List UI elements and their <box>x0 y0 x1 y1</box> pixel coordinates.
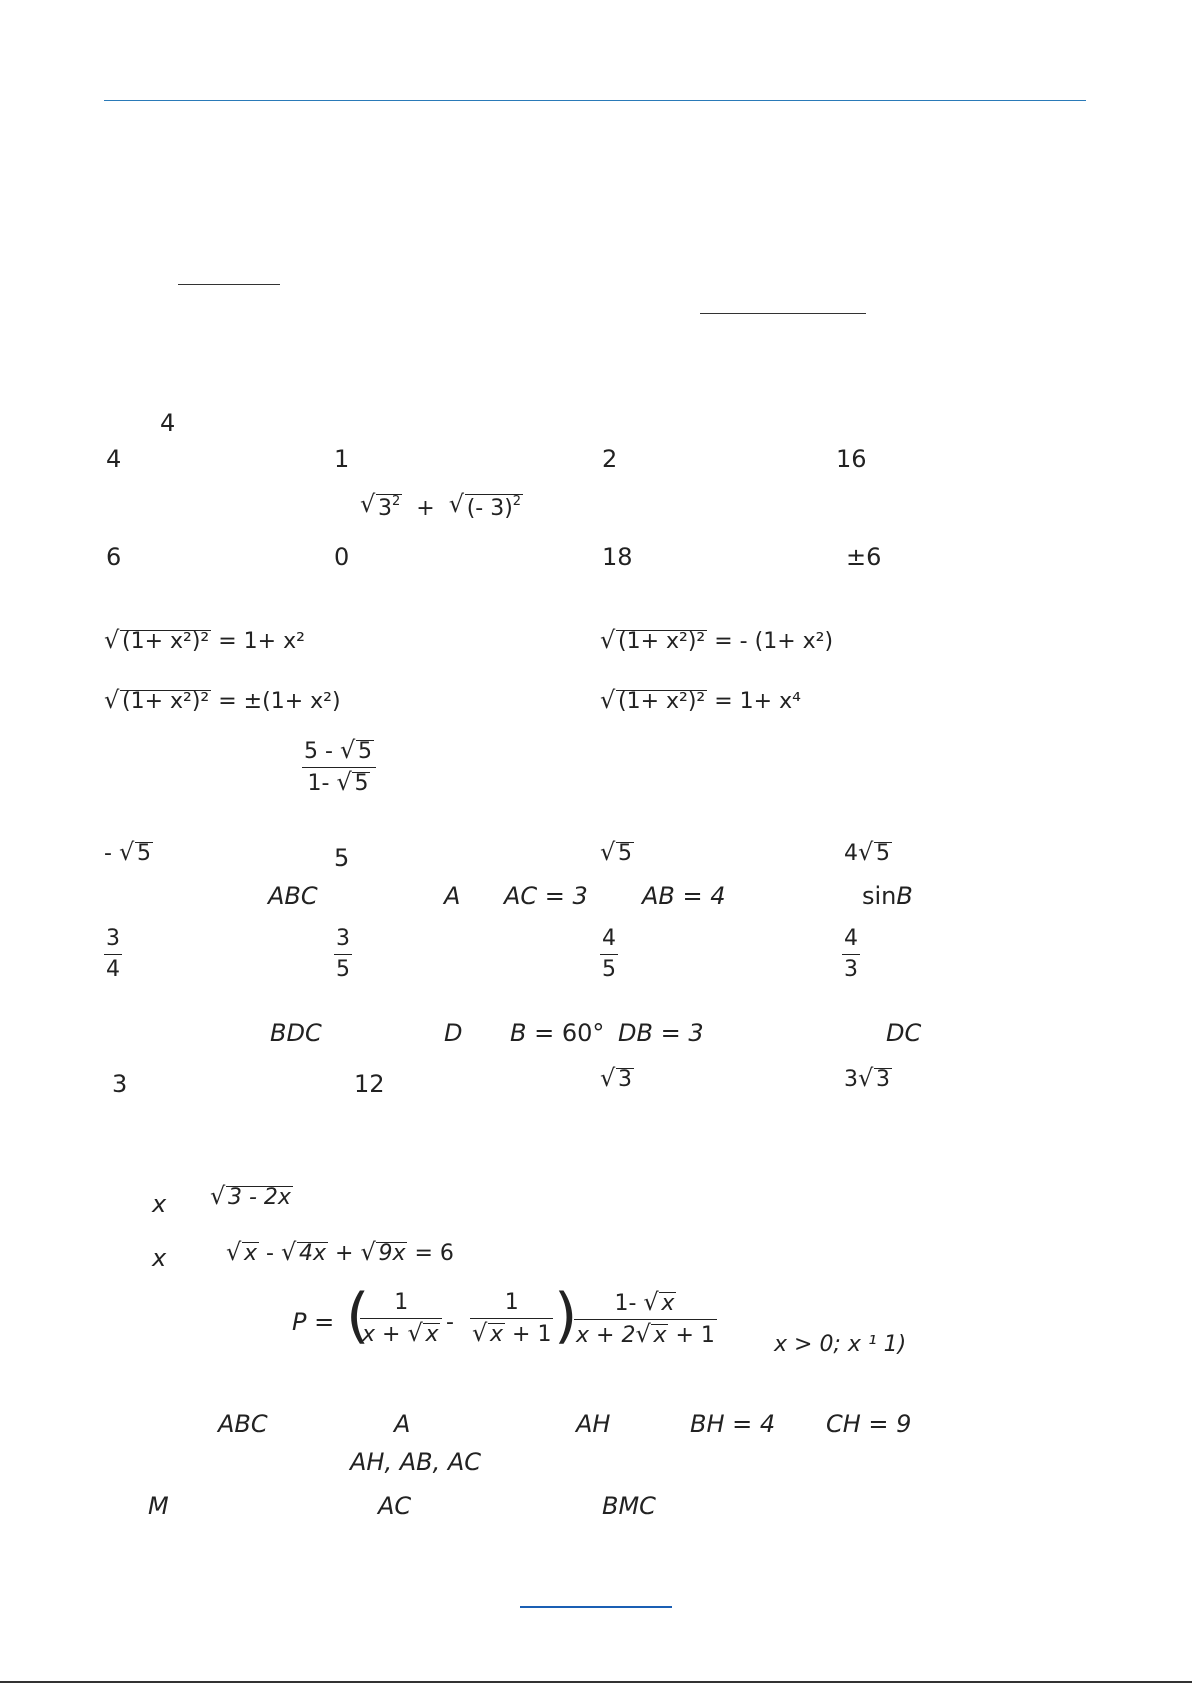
s4-ch: CH = 9 <box>826 1410 912 1438</box>
option-b: 5 <box>334 844 350 872</box>
q4-fraction: 5 - √ 5 1- √ 5 <box>302 740 376 795</box>
s4-triangle: ABC <box>218 1410 268 1438</box>
option-a: 6 <box>106 543 122 571</box>
option-a: √ (1+ x²)² = 1+ x² <box>104 630 305 653</box>
q5-sin: sinB <box>862 882 913 910</box>
footer-link-underline[interactable] <box>520 1606 672 1608</box>
number-4: 4 <box>160 409 176 437</box>
q6-triangle: BDC <box>270 1019 322 1047</box>
option-a: 3 <box>112 1070 128 1098</box>
header-rule <box>104 100 1086 101</box>
option-d: 4 3 <box>844 926 858 982</box>
blank-line-2 <box>700 313 866 314</box>
s4-m: M <box>148 1492 169 1520</box>
q5-angle: A <box>444 882 461 910</box>
q6-angle: D <box>444 1019 463 1047</box>
option-d: ±6 <box>846 543 882 571</box>
q5-ab: AB = 4 <box>642 882 726 910</box>
option-c: √ 3 <box>600 1068 634 1091</box>
option-c: 4 5 <box>602 926 616 982</box>
option-c: 2 <box>602 445 618 473</box>
q6-angle-b: B = 60° <box>510 1019 605 1047</box>
option-a: 4 <box>106 445 122 473</box>
q2-expression: √ $3^2$ + √ (- 3)$^2$ <box>360 494 523 520</box>
blank-line-1 <box>178 284 280 285</box>
s4-bh: BH = 4 <box>690 1410 776 1438</box>
option-d: 16 <box>836 445 867 473</box>
s3-fraction-3: 1- √ x x + 2√ x + 1 <box>574 1292 717 1347</box>
s2-x: x <box>152 1244 167 1272</box>
s3-condition: x > 0; x ¹ 1) <box>774 1332 907 1357</box>
option-c: √ 5 <box>600 842 634 865</box>
option-c: 18 <box>602 543 633 571</box>
s1-expression: √ 3 - 2x <box>210 1186 293 1209</box>
option-d: 4√ 5 <box>844 842 892 865</box>
option-d: √ (1+ x²)² = 1+ x⁴ <box>600 690 801 713</box>
option-b: 0 <box>334 543 350 571</box>
q6-db: DB = 3 <box>618 1019 704 1047</box>
option-d: 3√ 3 <box>844 1068 892 1091</box>
option-c: √ (1+ x²)² = ±(1+ x²) <box>104 690 341 713</box>
option-b: 1 <box>334 445 350 473</box>
option-a: - √ 5 <box>104 842 153 865</box>
s3-fraction-1: 1 x + √ x <box>360 1292 442 1346</box>
q5-ac: AC = 3 <box>504 882 588 910</box>
option-b: 3 5 <box>336 926 350 982</box>
q6-dc: DC <box>886 1019 922 1047</box>
s4-ac: AC <box>378 1492 412 1520</box>
s2-equation: √ x - √ 4x + √ 9x = 6 <box>226 1242 454 1265</box>
s1-x: x <box>152 1190 167 1218</box>
bottom-rule <box>0 1681 1192 1683</box>
s4-bmc: BMC <box>602 1492 656 1520</box>
s4-ah: AH <box>576 1410 611 1438</box>
left-paren: ( <box>346 1281 370 1351</box>
option-b: √ (1+ x²)² = - (1+ x²) <box>600 630 833 653</box>
right-paren: ) <box>554 1281 578 1351</box>
s3-minus: - <box>446 1310 454 1335</box>
q5-triangle: ABC <box>268 882 318 910</box>
s3-p: P = <box>292 1308 335 1336</box>
s4-angle: A <box>394 1410 411 1438</box>
option-a: 3 4 <box>106 926 120 982</box>
option-b: 12 <box>354 1070 385 1098</box>
s4-list: AH, AB, AC <box>350 1448 482 1476</box>
s3-fraction-2: 1 √ x + 1 <box>470 1292 553 1346</box>
